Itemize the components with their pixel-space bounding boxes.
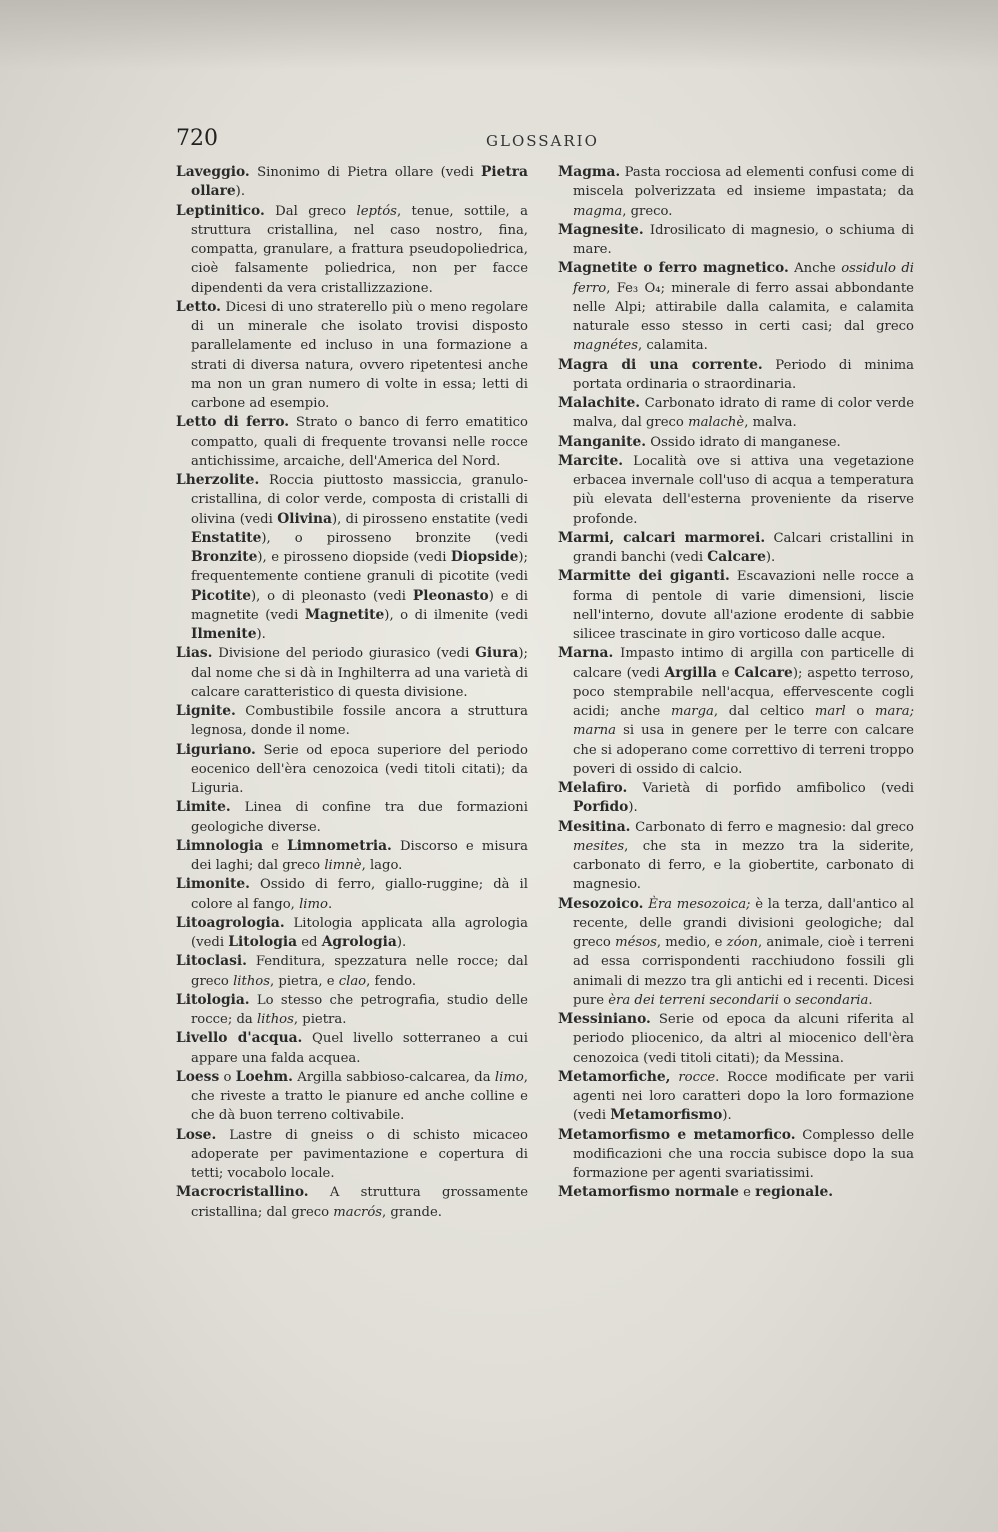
entry-text: Periodo di minima portata ordinaria o straordinaria. <box>573 357 914 392</box>
entry-text: Fenditura, spezzatura nelle rocce; dal greco <box>191 954 528 989</box>
entry-text: , pietra, e <box>270 973 339 989</box>
entry-headword: Metamorfismo e metamorfico. <box>558 1126 796 1143</box>
entry-headword: Leptinitico. <box>176 202 265 219</box>
page-header <box>176 126 916 156</box>
entry-text: Quel livello sotterraneo a cui appare una falda acquea. <box>191 1031 528 1066</box>
entry-text: e <box>716 665 735 681</box>
cross-reference: Pietra ollare <box>191 164 528 200</box>
entry-headword: Litologia. <box>176 991 250 1008</box>
entry-text: Roccia piuttosto massiccia, granulo-cristallina, di color verde, composta di cristalli di olivina (vedi <box>191 473 528 527</box>
entry-text: ) e di magnetite (vedi <box>191 588 528 623</box>
entry-text: o <box>219 1069 236 1085</box>
entry-headword: Magra di una corrente. <box>558 356 763 373</box>
entry-text: Lastre di gneiss o di schisto micaceo adoperate per pavimentazione e copertura di tetti; vocabolo locale. <box>191 1127 528 1181</box>
entry-headword: Limnologia <box>176 837 264 854</box>
cross-reference: Olivina <box>277 510 332 527</box>
entry-text: Dicesi di uno straterello più o meno regolare di un minerale che isolato trovisi disposto parallelamente ed incluso in una formazione a strati di diversa natura, ovvero ripetentesi anche ma non un gran numero di volte in essa; letti di carbone ad esempio. <box>191 299 528 411</box>
entry-text: Ossido di ferro, giallo-ruggine; dà il colore al fango, <box>191 877 528 912</box>
entry-headword: Melafiro. <box>558 780 628 796</box>
glossary-entry <box>558 895 914 1011</box>
entry-text: ed <box>297 935 322 950</box>
glossary-entry <box>176 298 528 414</box>
entry-text: ). <box>256 627 266 642</box>
etymology: limo <box>494 1069 524 1085</box>
glossary-entry <box>558 394 914 433</box>
entry-text: Strato o banco di ferro ematitico compatto, quali di frequente trovansi nelle rocce antichissime, arcaiche, dell'America del Nord. <box>191 415 528 469</box>
entry-text: , che sta in mezzo tra la siderite, carbonato di ferro, e la giobertite, carbonato di magnesio. <box>573 838 914 893</box>
glossary-entry <box>558 221 914 260</box>
page-shadow <box>0 0 998 70</box>
entry-headword: Mesozoico. <box>558 895 644 912</box>
entry-text: ), o di pleonasto (vedi <box>250 588 413 604</box>
entry-text: Impasto intimo di argilla con particelle di calcare (vedi <box>573 646 914 681</box>
glossary-entry <box>176 1126 528 1184</box>
cross-reference: Enstatite <box>191 529 262 546</box>
entry-text: Discorso e misura dei laghi; dal greco <box>191 838 528 873</box>
etymology: mesites <box>573 838 625 854</box>
glossary-entry <box>176 1068 528 1126</box>
entry-text: Sinonimo di Pietra ollare (vedi <box>249 165 482 180</box>
glossary-entry <box>558 567 914 644</box>
entry-text: , greco. <box>622 203 673 219</box>
cross-reference: Porfido <box>573 799 629 816</box>
etymology: lithos <box>256 1012 294 1027</box>
entry-headword: Magnetite o ferro magnetico. <box>558 260 789 277</box>
entry-text: Varietà di porfido amfibolico (vedi <box>627 781 914 796</box>
entry-text: Litologia applicata alla agrologia (vedi <box>191 915 528 950</box>
entry-text: e <box>263 838 288 854</box>
cross-reference: Ilmenite <box>191 626 257 642</box>
left-column <box>176 163 528 1222</box>
entry-headword: Limonite. <box>176 876 250 893</box>
glossary-entry <box>176 837 528 876</box>
etymology: marl <box>814 704 846 719</box>
glossary-entry <box>176 952 528 991</box>
entry-text: , malva. <box>744 415 797 431</box>
entry-text: ), di pirosseno enstatite (vedi <box>331 511 528 527</box>
glossary-entry <box>176 875 528 914</box>
etymology: leptós <box>356 203 397 219</box>
entry-headword: regionale. <box>755 1184 834 1201</box>
glossary-entry <box>558 529 914 568</box>
etymology: Èra mesozoica; <box>648 896 751 912</box>
entry-text: , calamita. <box>637 338 708 354</box>
entry-text: . Rocce modificate per varii agenti nei loro caratteri dopo la loro formazione (vedi <box>573 1069 914 1124</box>
entry-headword: Metamorfiche, <box>558 1068 671 1085</box>
entry-headword: Letto. <box>176 298 221 315</box>
entry-headword: Magnesite. <box>558 221 644 238</box>
entry-text: , medio, e <box>656 935 727 950</box>
entry-text: ). <box>722 1108 732 1124</box>
cross-reference: Pleonasto <box>412 587 489 604</box>
entry-text: ), o di ilmenite (vedi <box>384 607 528 623</box>
entry-text: Località ove si attiva una vegetazione erbacea invernale coll'uso di acqua a temperatura più elevata dell'esterna proveniente da riserve profonde. <box>573 453 914 527</box>
glossary-entry <box>176 798 528 837</box>
cross-reference: Diopside <box>450 549 519 565</box>
entry-text: , animale, cioè i terreni ad essa corrispondenti racchiudono fossili gli animali di mezzo tra gli antichi ed i recenti. Dicesi pure <box>573 935 914 1008</box>
entry-text: Escavazioni nelle rocce a forma di pentole di varie dimensioni, liscie nell'interno, dovute all'azione erodente di sabbie silicee trascinate in giro vorticoso dalle acque. <box>573 569 914 642</box>
entry-headword: Magma. <box>558 164 621 180</box>
glossary-entry <box>558 259 914 355</box>
etymology: macrós <box>333 1204 383 1220</box>
entry-headword: Lignite. <box>176 703 236 719</box>
entry-headword: Manganite. <box>558 433 647 450</box>
entry-text: ). <box>235 184 246 200</box>
cross-reference: Calcare <box>707 549 766 565</box>
etymology: clao <box>338 973 367 989</box>
entry-text: . <box>327 896 333 912</box>
entry-headword: Metamorfismo normale <box>558 1184 739 1201</box>
entry-text: Complesso delle modificazioni che una roccia subisce dopo la sua formazione per agenti svariatissimi. <box>573 1127 914 1181</box>
entry-text: Dal greco <box>264 203 357 219</box>
entry-text: , pietra. <box>293 1012 347 1027</box>
entry-text: , lago. <box>361 858 403 873</box>
entry-text: , fendo. <box>366 973 417 989</box>
glossary-entry <box>176 471 528 644</box>
entry-headword: Loehm. <box>235 1068 293 1085</box>
entry-text: Lo stesso che petrografia, studio delle rocce; da <box>191 992 528 1027</box>
entry-text: ); aspetto terroso, poco stemprabile nell'acqua, effervescente cogli acidi; anche <box>573 665 914 719</box>
glossary-entry <box>558 433 914 452</box>
glossary-entry <box>176 644 528 702</box>
entry-text: Argilla sabbioso-calcarea, da <box>292 1069 495 1085</box>
glossary-entry <box>558 1068 914 1126</box>
glossary-entry <box>558 779 914 818</box>
entry-headword: Lias. <box>176 645 213 662</box>
entry-text: ). <box>765 550 776 565</box>
entry-text: si usa in genere per le terre con calcare che si adoperano come correttivo di terreni troppo poveri di ossido di calcio. <box>573 723 914 777</box>
entry-text: ), e pirosseno diopside (vedi <box>257 550 451 565</box>
entry-text: Serie od epoca da alcuni riferita al periodo pliocenico, da altri al miocenico dell'èra cenozoica (vedi titoli citati); da Messina. <box>573 1012 914 1066</box>
cross-reference: Agrologia <box>321 934 397 950</box>
glossary-entry <box>176 1029 528 1068</box>
glossary-entry <box>558 163 914 221</box>
entry-headword: Lose. <box>176 1126 217 1143</box>
etymology: lithos <box>233 973 271 989</box>
entry-text: Linea di confine tra due formazioni geologiche diverse. <box>191 800 528 835</box>
etymology: zóon <box>726 935 758 950</box>
entry-text: Carbonato di ferro e magnesio: dal greco <box>630 819 914 835</box>
entry-headword: Limnometria. <box>287 837 392 854</box>
glossary-entry <box>176 991 528 1030</box>
etymology: malachè <box>688 415 745 431</box>
cross-reference: Argilla <box>664 664 717 681</box>
entry-text: Serie od epoca superiore del periodo eocenico dell'èra cenozoica (vedi titoli citati); da Liguria. <box>191 742 528 796</box>
entry-headword: Letto di ferro. <box>176 414 290 431</box>
entry-headword: Macrocristallino. <box>176 1184 309 1201</box>
etymology: limo <box>299 896 328 912</box>
etymology: limnè <box>324 858 362 873</box>
entry-text: . <box>868 992 873 1008</box>
etymology: èra dei terreni secondarii <box>608 992 779 1008</box>
entry-text: , Fe₃ O₄; minerale di ferro assai abbondante nelle Alpi; attirabile dalla calamita, e calamita naturale esso stesso in certi casi; dal greco <box>573 280 914 334</box>
glossary-entry <box>176 163 528 202</box>
glossary-entry <box>558 1126 914 1184</box>
cross-reference: Litologia <box>228 934 298 950</box>
glossary-entry <box>176 202 528 298</box>
entry-text: Calcari cristallini in grandi banchi (vedi <box>573 530 914 565</box>
entry-text: e <box>738 1185 756 1201</box>
entry-headword: Lherzolite. <box>176 472 260 488</box>
entry-headword: Marmi, calcari marmorei. <box>558 529 766 546</box>
running-title: GLOSSARIO <box>486 132 599 150</box>
entry-headword: Laveggio. <box>176 164 250 180</box>
entry-headword: Marna. <box>558 645 614 662</box>
etymology: rocce <box>678 1069 716 1085</box>
entry-text: , dal celtico <box>713 704 815 719</box>
etymology: mésos <box>615 935 657 950</box>
entry-headword: Marcite. <box>558 452 624 469</box>
glossary-entry <box>558 452 914 529</box>
entry-text: Ossido idrato di manganese. <box>646 434 841 450</box>
entry-text: A struttura grossamente cristallina; dal greco <box>191 1185 528 1220</box>
glossary-entry <box>176 914 528 953</box>
entry-text: , grande. <box>382 1204 442 1220</box>
entry-headword: Litoagrologia. <box>176 914 285 931</box>
entry-headword: Loess <box>176 1068 220 1085</box>
entry-text: o <box>778 992 796 1008</box>
entry-text: , tenue, sottile, a struttura cristallina, nel caso nostro, fina, compatta, granulare, a frattura pseudopoliedrica, cioè falsamente poliedrica, non per facce dipendenti da vera cristallizzazione. <box>191 203 528 296</box>
entry-text: Anche <box>788 261 842 277</box>
glossary-entry <box>558 644 914 779</box>
glossary-entry <box>558 356 914 395</box>
entry-text: , che riveste a tratto le pianure ed anche colline e che dà buon terreno coltivabile. <box>191 1069 528 1124</box>
entry-headword: Messiniano. <box>558 1011 651 1027</box>
glossary-entry <box>558 1010 914 1068</box>
right-column <box>558 163 914 1203</box>
cross-reference: Picotite <box>191 587 251 604</box>
cross-reference: Bronzite <box>191 549 258 565</box>
glossary-entry <box>176 413 528 471</box>
glossary-entry <box>176 702 528 741</box>
etymology: marga <box>670 704 714 719</box>
etymology: ossidulo di ferro <box>573 261 914 296</box>
entry-text: Carbonato idrato di rame di color verde malva, dal greco <box>573 396 914 431</box>
entry-text: ). <box>396 935 407 950</box>
etymology: secondaria <box>795 992 869 1008</box>
glossary-entry <box>176 1183 528 1222</box>
cross-reference: Calcare <box>734 664 793 681</box>
entry-text: Idrosilicato di magnesio, o schiuma di mare. <box>573 222 914 257</box>
entry-headword: Mesitina. <box>558 818 631 835</box>
etymology: magma <box>573 203 623 219</box>
entry-text: Pasta rocciosa ad elementi confusi come di miscela polverizzata ed insieme impastata; da <box>573 165 914 200</box>
entry-text: o <box>845 704 876 719</box>
glossary-entry <box>176 741 528 799</box>
glossary-entry <box>558 1183 914 1202</box>
entry-text: ); dal nome che si dà in Inghilterra ad una varietà di calcare caratteristico di questa divisione. <box>191 646 528 700</box>
entry-headword: Malachite. <box>558 395 641 411</box>
etymology: mara; marna <box>573 704 915 739</box>
entry-text: Combustibile fossile ancora a struttura legnosa, donde il nome. <box>191 704 528 739</box>
entry-headword: Limite. <box>176 799 231 816</box>
entry-text: Divisione del periodo giurasico (vedi <box>212 646 476 662</box>
entry-headword: Liguriano. <box>176 741 256 758</box>
cross-reference: Giura <box>475 645 519 662</box>
cross-reference: Magnetite <box>304 606 385 623</box>
entry-headword: Marmitte dei giganti. <box>558 568 730 585</box>
entry-headword: Livello d'acqua. <box>176 1030 303 1047</box>
page-number: 720 <box>176 126 218 151</box>
etymology: magnétes <box>573 338 638 354</box>
cross-reference: Metamorfismo <box>610 1107 723 1124</box>
glossary-entry <box>558 818 914 895</box>
entry-text: ), o pirosseno bronzite (vedi <box>261 530 528 546</box>
entry-text: è la terza, dall'antico al recente, delle grandi divisioni geologiche; dal greco <box>573 896 914 950</box>
entry-text: ); frequentemente contiene granuli di picotite (vedi <box>191 550 528 585</box>
entry-text: ). <box>628 800 638 816</box>
entry-headword: Litoclasi. <box>176 953 247 970</box>
